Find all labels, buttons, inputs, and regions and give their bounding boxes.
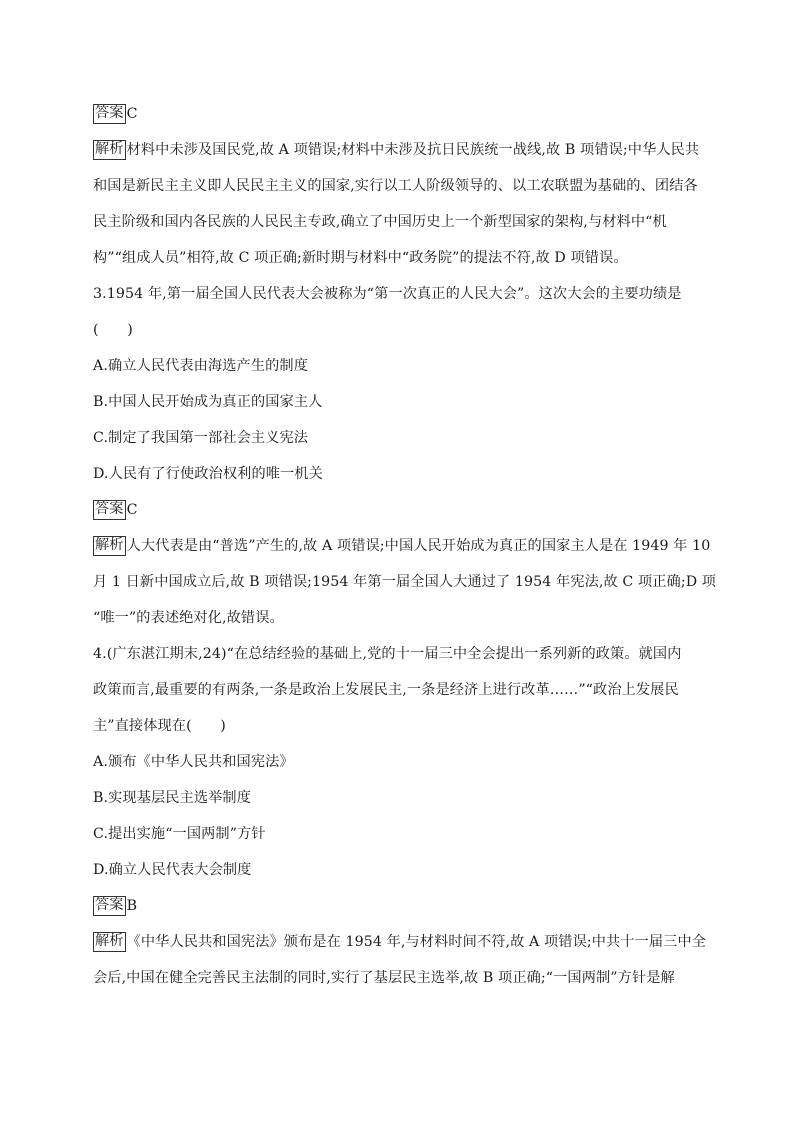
q4-option-b: B.实现基层民主选举制度	[93, 790, 252, 806]
q4-option-c: C.提出实施“一国两制”方针	[93, 826, 266, 842]
q3-analysis-line-2: 月 1 日新中国成立后,故 B 项错误;1954 年第一届全国人大通过了 1954 年宪法,故 C 项正确;D 项	[93, 574, 717, 590]
q3-stem-line-1: 3.1954 年,第一届全国人民代表大会被称为“第一次真正的人民大会”。这次大会的主要功绩是	[93, 286, 682, 302]
q4-analysis-line-1	[93, 924, 713, 960]
analysis-tag: 解析	[93, 140, 126, 160]
q3-option-b: B.中国人民开始成为真正的国家主人	[93, 394, 323, 410]
q2-analysis-line-4: 构”“组成人员”相符,故 C 项正确;新时期与材料中“政务院”的提法不符,故 D 项错误。	[93, 250, 628, 266]
answer-tag: 答案	[93, 104, 126, 124]
q3-analysis-line-3: “唯一”的表述绝对化,故错误。	[93, 610, 284, 626]
q3-analysis-line-1	[93, 528, 713, 564]
q3-option-c: C.制定了我国第一部社会主义宪法	[93, 430, 309, 446]
answer-tag: 答案	[93, 896, 126, 916]
q4-stem-line-3: 主”直接体现在( )	[93, 718, 226, 734]
analysis-text: 人大代表是由“普选”产生的,故 A 项错误;中国人民开始成为真正的国家主人是在 1949 年 10	[126, 538, 711, 554]
answer-value: C	[126, 502, 138, 518]
q4-stem-line-1: 4.(广东湛江期末,24)“在总结经验的基础上,党的十一届三中全会提出一系列新的政策。就国内	[93, 646, 682, 662]
analysis-text: 《中华人民共和国宪法》颁布是在 1954 年,与材料时间不符,故 A 项错误;中共十一届三中全	[126, 934, 707, 950]
q4-stem-line-2: 政策而言,最重要的有两条,一条是政治上发展民主,一条是经济上进行改革……”“政治上发展民	[93, 682, 679, 698]
q4-option-a: A.颁布《中华人民共和国宪法》	[93, 754, 294, 770]
document-page	[93, 96, 717, 996]
q4-analysis-line-2: 会后,中国在健全完善民主法制的同时,实行了基层民主选举,故 B 项正确;“一国两制”方针是解	[93, 970, 675, 986]
q2-answer-line	[93, 96, 713, 132]
answer-tag: 答案	[93, 500, 126, 520]
answer-value: C	[126, 106, 138, 122]
answer-value: B	[126, 898, 138, 914]
analysis-tag: 解析	[93, 932, 126, 952]
analysis-text: 材料中未涉及国民党,故 A 项错误;材料中未涉及抗日民族统一战线,故 B 项错误;中华人民共	[126, 142, 700, 158]
q2-analysis-line-1	[93, 132, 713, 168]
q2-analysis-line-2: 和国是新民主主义即人民民主主义的国家,实行以工人阶级领导的、以工农联盟为基础的、团结各	[93, 178, 698, 194]
q3-option-d: D.人民有了行使政治权利的唯一机关	[93, 466, 323, 482]
q3-option-a: A.确立人民代表由海选产生的制度	[93, 358, 308, 374]
q2-analysis-line-3: 民主阶级和国内各民族的人民民主专政,确立了中国历史上一个新型国家的架构,与材料中“机	[93, 214, 667, 230]
analysis-tag: 解析	[93, 536, 126, 556]
q4-answer-line	[93, 888, 713, 924]
q3-answer-line	[93, 492, 713, 528]
q3-stem-line-2: ( )	[93, 322, 133, 338]
q4-option-d: D.确立人民代表大会制度	[93, 862, 252, 878]
